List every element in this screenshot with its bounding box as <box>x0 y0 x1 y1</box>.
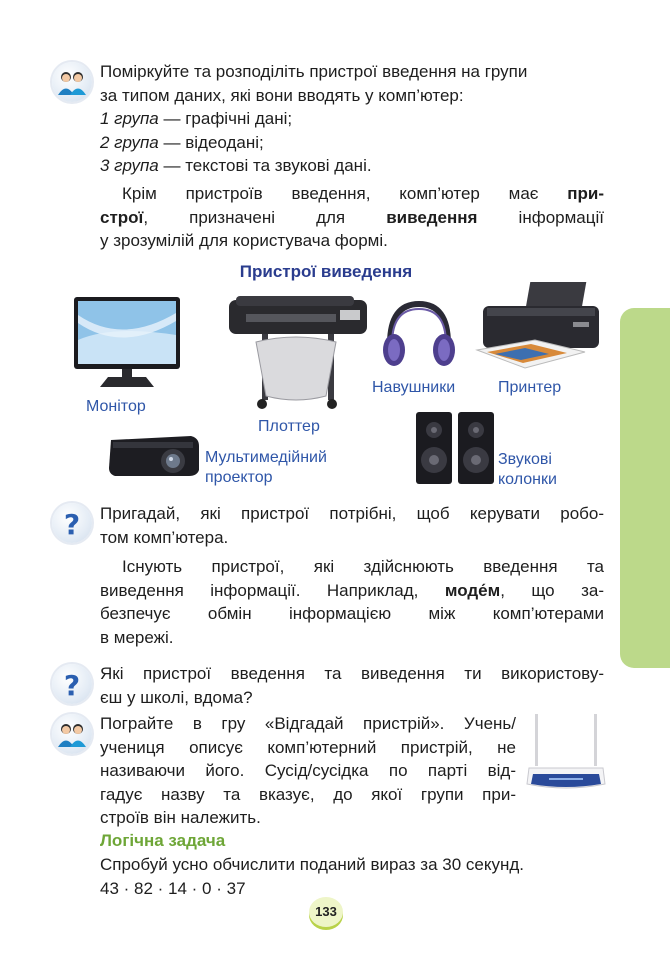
logic-task-text <box>100 853 604 900</box>
two-pupils-icon <box>52 714 92 754</box>
paragraph-line: безпечує обмін інформацією між комп’ютерами <box>100 604 604 623</box>
game-line: називаючи його. Сусід/сусідка по парті від- <box>100 761 516 780</box>
paragraph-line <box>100 579 604 603</box>
question-text <box>100 662 604 709</box>
bold-term: при- <box>567 184 604 203</box>
output-devices-paragraph <box>100 182 604 253</box>
paragraph-line: у зрозумілій для користувача формі. <box>100 231 388 250</box>
question-mark-icon <box>52 503 92 543</box>
game-line: строїв він належить. <box>100 808 261 827</box>
projector-caption <box>205 448 327 488</box>
bold-term: моде́м <box>444 580 501 600</box>
paragraph-line: в мережі. <box>100 627 174 647</box>
game-line: учениця описує комп’ютерний пристрій, не <box>100 737 516 757</box>
chapter-side-tab <box>620 308 670 668</box>
task-text <box>100 60 604 178</box>
paragraph-line <box>100 206 604 230</box>
group-item <box>100 154 604 178</box>
group-label: 3 група <box>100 156 159 175</box>
question-line: Які пристрої введення та виведення ти використову- <box>100 664 604 683</box>
plotter-caption: Плоттер <box>258 418 320 435</box>
group-text: — відеодані; <box>158 132 264 152</box>
projector-image <box>105 430 203 480</box>
output-devices-heading: Пристрої виведення <box>239 262 413 281</box>
text-run: Крім пристроїв введення, комп’ютер має <box>122 184 568 203</box>
two-pupils-icon <box>52 62 92 102</box>
bold-term: строї <box>100 207 144 227</box>
group-text: — текстові та звукові дані. <box>158 156 372 175</box>
headphones-image <box>380 300 458 372</box>
question-line: Пригадай, які пристрої потрібні, щоб керувати робо- <box>100 504 604 523</box>
speakers-caption-line: Звукові <box>498 451 552 468</box>
logic-expression: 43 · 82 · 14 · 0 · 37 <box>100 878 246 898</box>
game-text <box>100 712 516 830</box>
plotter-image <box>226 292 371 412</box>
game-line: гадує назву та вказує, до якої групи при- <box>100 784 516 804</box>
task-line: Поміркуйте та розподіліть пристрої введення на групи <box>100 62 528 81</box>
monitor-image <box>72 295 184 391</box>
printer-image <box>475 278 603 370</box>
projector-caption-line: Мультимедійний <box>205 449 327 466</box>
monitor-caption: Монітор <box>86 398 146 415</box>
text-run: , призначені для <box>143 207 387 227</box>
logic-task-line: Спробуй усно обчислити поданий вираз за 30 секунд. <box>100 855 524 874</box>
speakers-image <box>414 408 496 488</box>
question-line: том комп’ютера. <box>100 527 229 547</box>
bold-term: виведення <box>386 207 478 227</box>
svg-text:?: ? <box>63 669 81 702</box>
paragraph-line: Існують пристрої, які здійснюють введення та <box>122 557 604 576</box>
task-line: за типом даних, які вони вводять у комп’ютер: <box>100 85 464 105</box>
group-text: — графічні дані; <box>158 109 293 128</box>
page-number: 133 <box>309 897 343 927</box>
group-label: 1 група <box>100 109 159 128</box>
io-devices-paragraph <box>100 555 604 649</box>
question-line: єш у школі, вдома? <box>100 687 253 707</box>
game-line: Пограйте в гру «Відгадай пристрій». Учень/ <box>100 714 516 733</box>
router-image <box>525 712 607 796</box>
question-mark-icon <box>52 664 92 704</box>
group-item <box>100 131 604 155</box>
text-run: виведення інформації. Наприклад, <box>100 580 445 600</box>
projector-caption-line: проектор <box>205 469 273 486</box>
question-text <box>100 502 604 549</box>
speakers-caption <box>498 450 557 490</box>
speakers-caption-line: колонки <box>498 471 557 488</box>
paragraph-line <box>100 182 604 206</box>
text-run: інформації <box>477 207 604 227</box>
text-run: , що за- <box>500 580 604 600</box>
svg-text:?: ? <box>63 508 81 541</box>
group-label: 2 група <box>100 132 159 152</box>
group-item <box>100 107 604 131</box>
logic-task-heading: Логічна задача <box>100 831 226 850</box>
headphones-caption: Навушники <box>372 379 456 396</box>
printer-caption: Принтер <box>498 379 562 396</box>
